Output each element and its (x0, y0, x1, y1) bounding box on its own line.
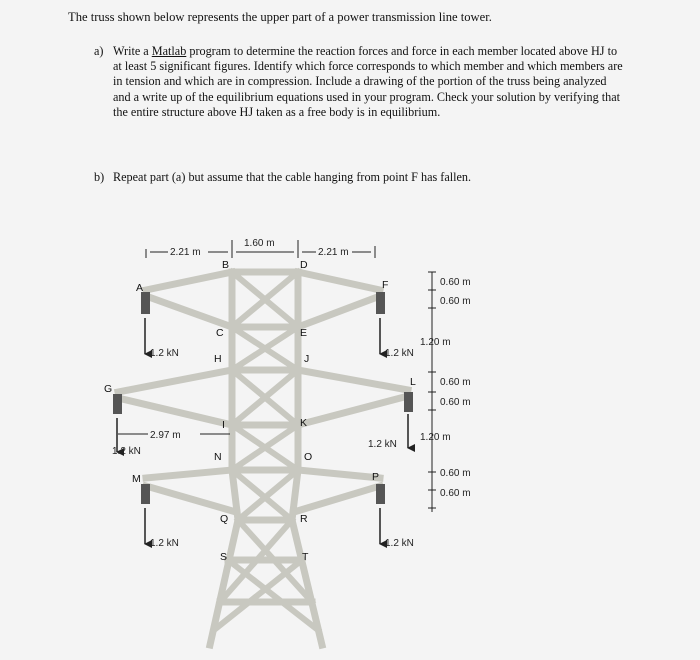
member-gh (118, 370, 232, 392)
dim-top-mid: 1.60 m (244, 238, 275, 249)
node-d: D (300, 259, 308, 271)
dim-r8: 0.60 m (440, 488, 471, 499)
member-ab (146, 272, 232, 290)
node-q: Q (220, 513, 229, 525)
node-o: O (304, 451, 313, 463)
member-df (298, 272, 380, 290)
matlab-word: Matlab (151, 44, 187, 58)
dim-r2: 0.60 m (440, 296, 471, 307)
member-mq (146, 486, 236, 512)
member-jl (298, 370, 408, 390)
member-mn (146, 470, 232, 478)
node-b: B (222, 259, 230, 271)
member-rp (294, 486, 380, 512)
dim-r3: 1.20 m (420, 337, 451, 348)
node-i: I (222, 419, 225, 431)
load-label-m: 1.2 kN (150, 538, 179, 549)
dim-r7: 0.60 m (440, 468, 471, 479)
node-r: R (300, 513, 308, 525)
insulator-g (113, 394, 122, 414)
part-a-label: a) (94, 44, 104, 58)
member-gi (118, 398, 232, 425)
node-l: L (410, 376, 416, 388)
node-h: H (214, 353, 222, 365)
part-a-text-1: Write a (113, 44, 152, 58)
node-t: T (302, 551, 309, 563)
member-ac (146, 296, 232, 327)
node-g: G (104, 383, 113, 395)
dim-r5: 0.60 m (440, 397, 471, 408)
node-f: F (382, 279, 389, 291)
load-label-a: 1.2 kN (150, 348, 179, 359)
dim-mid-left: 2.97 m (150, 430, 181, 441)
part-b-text: Repeat part (a) but assume that the cable hanging from point F has fallen. (113, 170, 472, 184)
insulator-f (376, 292, 385, 314)
right-dimensions (428, 272, 436, 512)
node-m: M (132, 473, 141, 485)
problem-title: The truss shown below represents the upper part of a power transmission line tower. (68, 10, 492, 24)
part-b-label: b) (94, 170, 105, 184)
node-c: C (216, 327, 224, 339)
node-s: S (220, 551, 228, 563)
dim-r1: 0.60 m (440, 277, 471, 288)
node-a: A (136, 282, 144, 294)
load-label-p: 1.2 kN (385, 538, 414, 549)
node-n: N (214, 451, 222, 463)
node-k: K (300, 417, 308, 429)
member-ef (298, 296, 380, 327)
insulator-l (404, 392, 413, 412)
load-label-g: 1.2 kN (112, 446, 141, 457)
insulator-a (141, 292, 150, 314)
tower-members (118, 272, 408, 645)
load-label-l: 1.2 kN (368, 439, 397, 450)
dim-r6: 1.20 m (420, 432, 451, 443)
node-p: P (372, 471, 380, 483)
member-kl (298, 396, 408, 425)
dim-r4: 0.60 m (440, 377, 471, 388)
member-nr (232, 470, 292, 520)
part-a-text-2: program to determine the reaction forces and force in each member located above HJ to at least 5 significant figures. Identify which force corresponds to which member and which members are in tension and which are in compression. Include a drawing of the portion of the truss being analyzed and a write up of the equilibrium equations used in your program. Check your solution by verifying that the entire structure above HJ taken as a free body is in equilibrium. (113, 44, 623, 119)
dim-top-left: 2.21 m (170, 247, 201, 258)
insulator-p (376, 484, 385, 504)
node-e: E (300, 327, 308, 339)
load-label-f: 1.2 kN (385, 348, 414, 359)
member-op (298, 470, 380, 478)
insulator-m (141, 484, 150, 504)
node-j: J (304, 353, 310, 365)
member-oq (238, 470, 298, 520)
dim-top-right: 2.21 m (318, 247, 349, 258)
